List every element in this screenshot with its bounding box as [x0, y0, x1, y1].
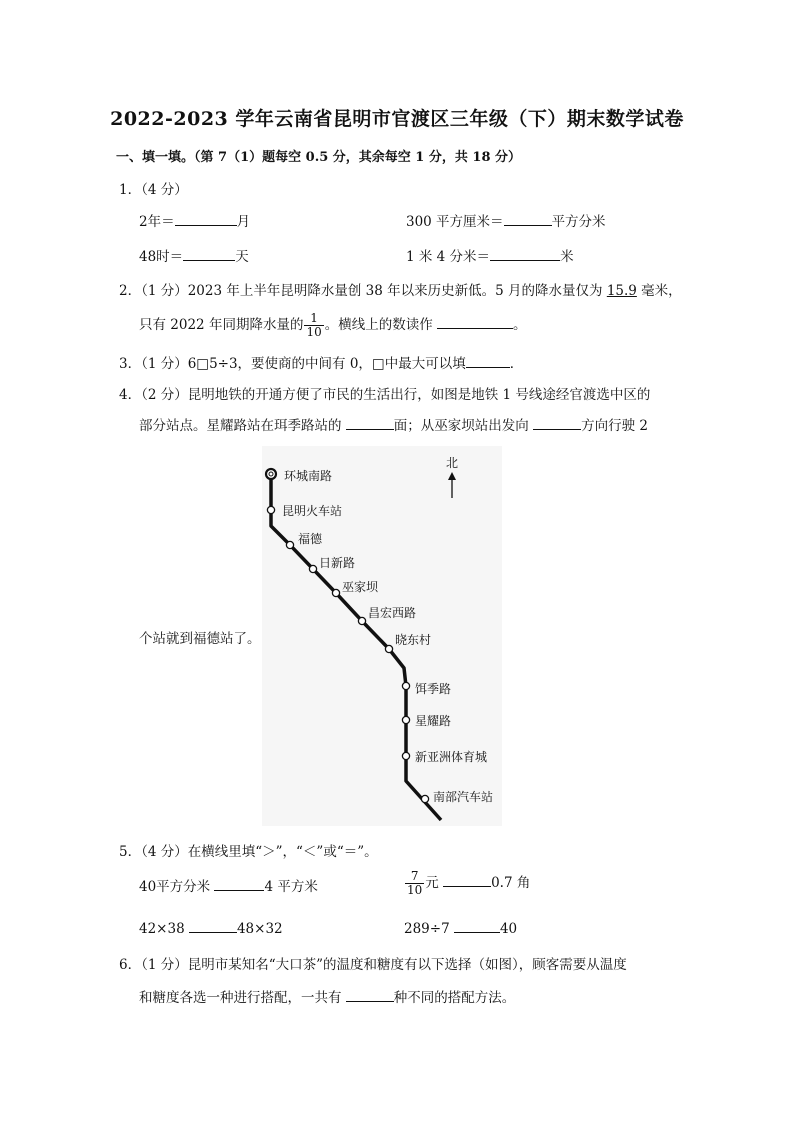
- station-marker: [402, 752, 409, 759]
- fraction-one-tenth: $\frac{1}{10}$: [306, 311, 322, 339]
- answer-blank[interactable]: [443, 872, 491, 887]
- station-label: 巫家坝: [342, 580, 379, 594]
- q6-line2: 和糖度各选一种进行搭配，一共有 种不同的搭配方法。: [139, 986, 515, 1006]
- q5-item-a: 40平方分米 4 平方米: [139, 875, 318, 895]
- q2-line1: 2．（1 分）2023 年上半年昆明降水量创 38 年以来历史新低。5 月的降水量仅为 15.9 毫米，: [119, 283, 682, 299]
- q1-item-d: 1 米 4 分米＝ 米: [406, 245, 574, 265]
- station-label: 饵季路: [415, 682, 452, 696]
- station-label: 昆明火车站: [282, 504, 343, 518]
- station-marker: [402, 716, 409, 723]
- station-label: 星耀路: [415, 714, 452, 728]
- rainfall-amount: 15.9: [606, 283, 637, 299]
- station-marker: [309, 565, 316, 572]
- station-label: 昌宏西路: [368, 606, 417, 620]
- station-label: 南部汽车站: [433, 790, 494, 804]
- station-label: 环城南路: [284, 469, 333, 483]
- station-marker: [286, 541, 293, 548]
- q2-line2: 只有 2022 年同期降水量的 $\frac{1}{10}$ 。横线上的数读作 。: [139, 311, 527, 339]
- q5-item-d: 289÷7 40: [404, 918, 517, 937]
- page-title: 2022-2023 学年云南省昆明市官渡区三年级（下）期末数学试卷: [110, 108, 684, 130]
- q1-item-b: 300 平方厘米＝ 平方分米: [406, 210, 606, 230]
- metro-line-map: [262, 446, 502, 826]
- station-marker: [385, 645, 392, 652]
- station-label: 福德: [298, 532, 323, 546]
- north-label: 北: [446, 456, 459, 470]
- fraction-seven-tenths: $\frac{7}{10}$: [407, 869, 423, 897]
- q1-item-c: 48时＝ 天: [139, 245, 249, 265]
- answer-blank[interactable]: [175, 211, 237, 226]
- q5-item-b: $\frac{7}{10}$ 元 0.7 角: [407, 869, 531, 897]
- q4-line3: 个站就到福德站了。: [139, 631, 261, 647]
- q1-heading: 1．（4 分）: [119, 182, 188, 198]
- q5-item-c: 42×38 48×32: [139, 918, 283, 937]
- section-heading: 一、填一填。（第 7（1）题每空 0.5 分，其余每空 1 分，共 18 分）: [116, 150, 522, 165]
- station-label: 晓东村: [395, 633, 432, 647]
- answer-blank[interactable]: [183, 246, 235, 261]
- answer-blank[interactable]: [214, 876, 264, 891]
- q4-line1: 4．（2 分）昆明地铁的开通方便了市民的生活出行，如图是地铁 1 号线途经官渡选中区的: [119, 387, 651, 403]
- station-marker: [402, 682, 409, 689]
- station-marker: [267, 506, 274, 513]
- q1-item-a: 2年＝ 月: [139, 210, 250, 230]
- q4-line2: 部分站点。星耀路站在珥季路站的 面；从巫家坝站出发向 方向行驶 2: [139, 414, 648, 434]
- answer-blank[interactable]: [533, 415, 581, 430]
- answer-blank[interactable]: [437, 314, 513, 329]
- answer-blank[interactable]: [454, 918, 500, 933]
- answer-blank[interactable]: [504, 211, 552, 226]
- q3-line: 3．（1 分）6□5÷3，要使商的中间有 0，□中最大可以填 ．: [119, 352, 523, 372]
- answer-blank[interactable]: [346, 987, 394, 1002]
- station-marker: [421, 795, 428, 802]
- answer-blank[interactable]: [346, 415, 394, 430]
- answer-blank[interactable]: [189, 918, 237, 933]
- station-label: 日新路: [319, 556, 356, 570]
- q5-heading: 5．（4 分）在横线里填“＞”，“＜”或“＝”。: [119, 844, 378, 860]
- station-marker: [332, 589, 339, 596]
- answer-blank[interactable]: [490, 246, 560, 261]
- station-marker: [358, 617, 365, 624]
- answer-blank[interactable]: [466, 353, 510, 368]
- station-label: 新亚洲体育城: [415, 750, 488, 764]
- q6-line1: 6．（1 分）昆明市某知名“大口茶”的温度和糖度有以下选择（如图），顾客需要从温度: [119, 957, 627, 973]
